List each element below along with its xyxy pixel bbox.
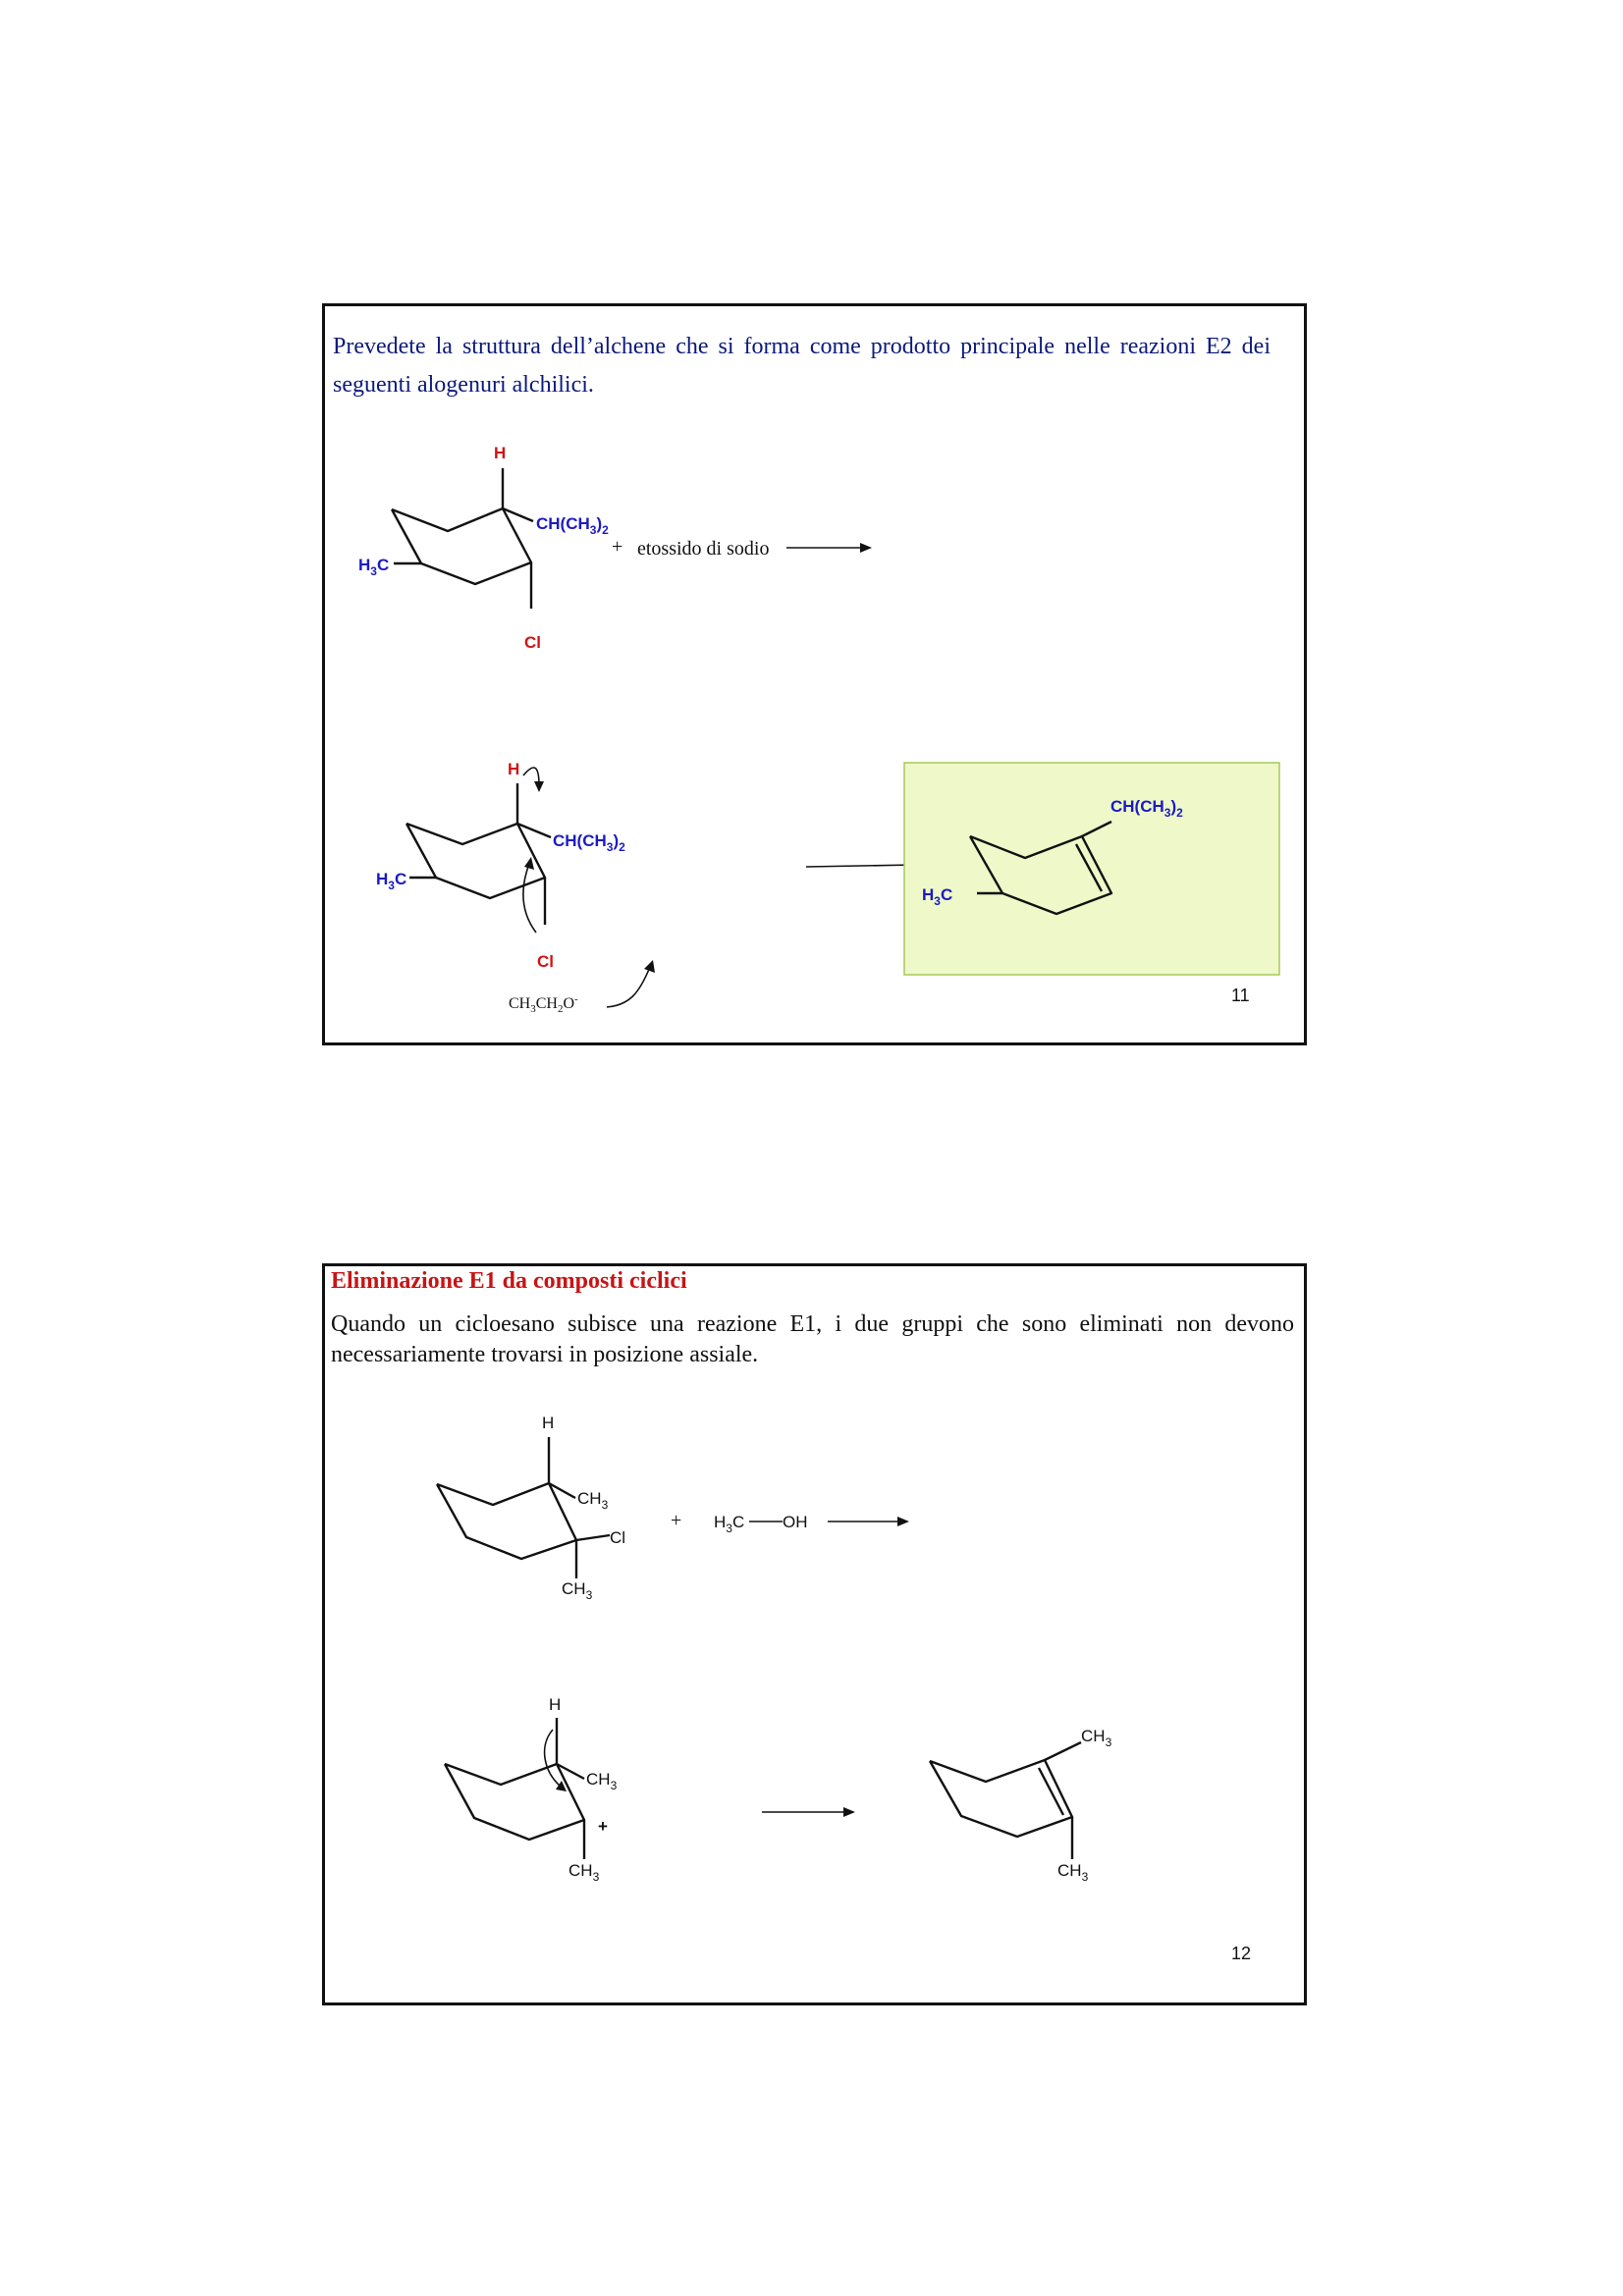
curved-arrow-bond	[523, 864, 536, 933]
slide1-intro: Prevedete la struttura dell’alchene che si forma come prodotto principale nelle reazioni E2 dei seguenti alogenuri alchilici.	[333, 334, 1271, 398]
reagent-label: etossido di sodio	[637, 538, 770, 560]
carbocation-h-label: H	[549, 1695, 562, 1714]
methanol	[714, 1513, 808, 1535]
reactant-methyl-label: $H_3C$	[358, 556, 390, 578]
reaction-arrow-1	[786, 543, 872, 553]
e1-h-label: H	[542, 1414, 555, 1432]
carbocation-ch3-top-label: $CH_3$	[586, 1770, 618, 1792]
slide2-intro: Quando un cicloesano subisce una reazione E1, i due gruppi che sono eliminati non devono necessariamente trovarsi in posizione assiale.	[331, 1311, 1294, 1367]
base-label: $CH_3CH_2O^-$	[509, 993, 578, 1015]
reactant-isopropyl-label: $CH(CH_3)_2$	[536, 514, 609, 537]
slide1-diagram	[325, 306, 1310, 1048]
product-box	[904, 763, 1279, 975]
methanol-h3c-label: $H_3C$	[714, 1513, 745, 1535]
reactant-cl-label: Cl	[524, 633, 541, 652]
e1-ch3-top-label: $CH_3$	[577, 1489, 609, 1512]
e1-product-chair	[930, 1727, 1112, 1884]
curved-arrow-base	[607, 967, 650, 1007]
product-isopropyl-label: $CH(CH_3)_2$	[1110, 797, 1183, 820]
e1-arrow-2	[762, 1807, 855, 1817]
slide-e1	[322, 1263, 1307, 2005]
methanol-oh-label: OH	[783, 1513, 808, 1531]
e1-plus-sign: +	[671, 1510, 682, 1531]
reactant-chair	[358, 444, 609, 652]
e1-curved-arrow	[545, 1730, 561, 1787]
reactant-h-label: H	[494, 444, 507, 462]
e1-ch3-bottom-label: $CH_3$	[562, 1579, 593, 1602]
page-number-12: 12	[1231, 1944, 1252, 1963]
carbocation-charge: +	[598, 1817, 608, 1836]
e1-product-ch3-bottom-label: $CH_3$	[1057, 1861, 1089, 1884]
mechanism-methyl-label: $H_3C$	[376, 870, 407, 892]
mechanism-h-label: H	[508, 760, 520, 778]
product-methyl-label: $H_3C$	[922, 885, 953, 908]
e1-arrow-1	[828, 1517, 909, 1526]
e1-reactant-chair	[437, 1414, 625, 1602]
page-number-11: 11	[1231, 986, 1250, 1005]
mechanism-chair	[376, 760, 655, 1007]
carbocation-chair	[445, 1695, 618, 1884]
mechanism-cl-label: Cl	[537, 952, 554, 971]
plus-sign: +	[612, 536, 623, 558]
e1-cl-label: Cl	[610, 1528, 626, 1547]
slide2-title: Eliminazione E1 da composti ciclici	[331, 1268, 687, 1294]
e1-product-ch3-top-label: $CH_3$	[1081, 1727, 1112, 1749]
slide-e2	[322, 303, 1307, 1045]
slide2-diagram	[325, 1266, 1310, 2008]
carbocation-ch3-bottom-label: $CH_3$	[568, 1861, 600, 1884]
mechanism-isopropyl-label: $CH(CH_3)_2$	[553, 831, 625, 854]
